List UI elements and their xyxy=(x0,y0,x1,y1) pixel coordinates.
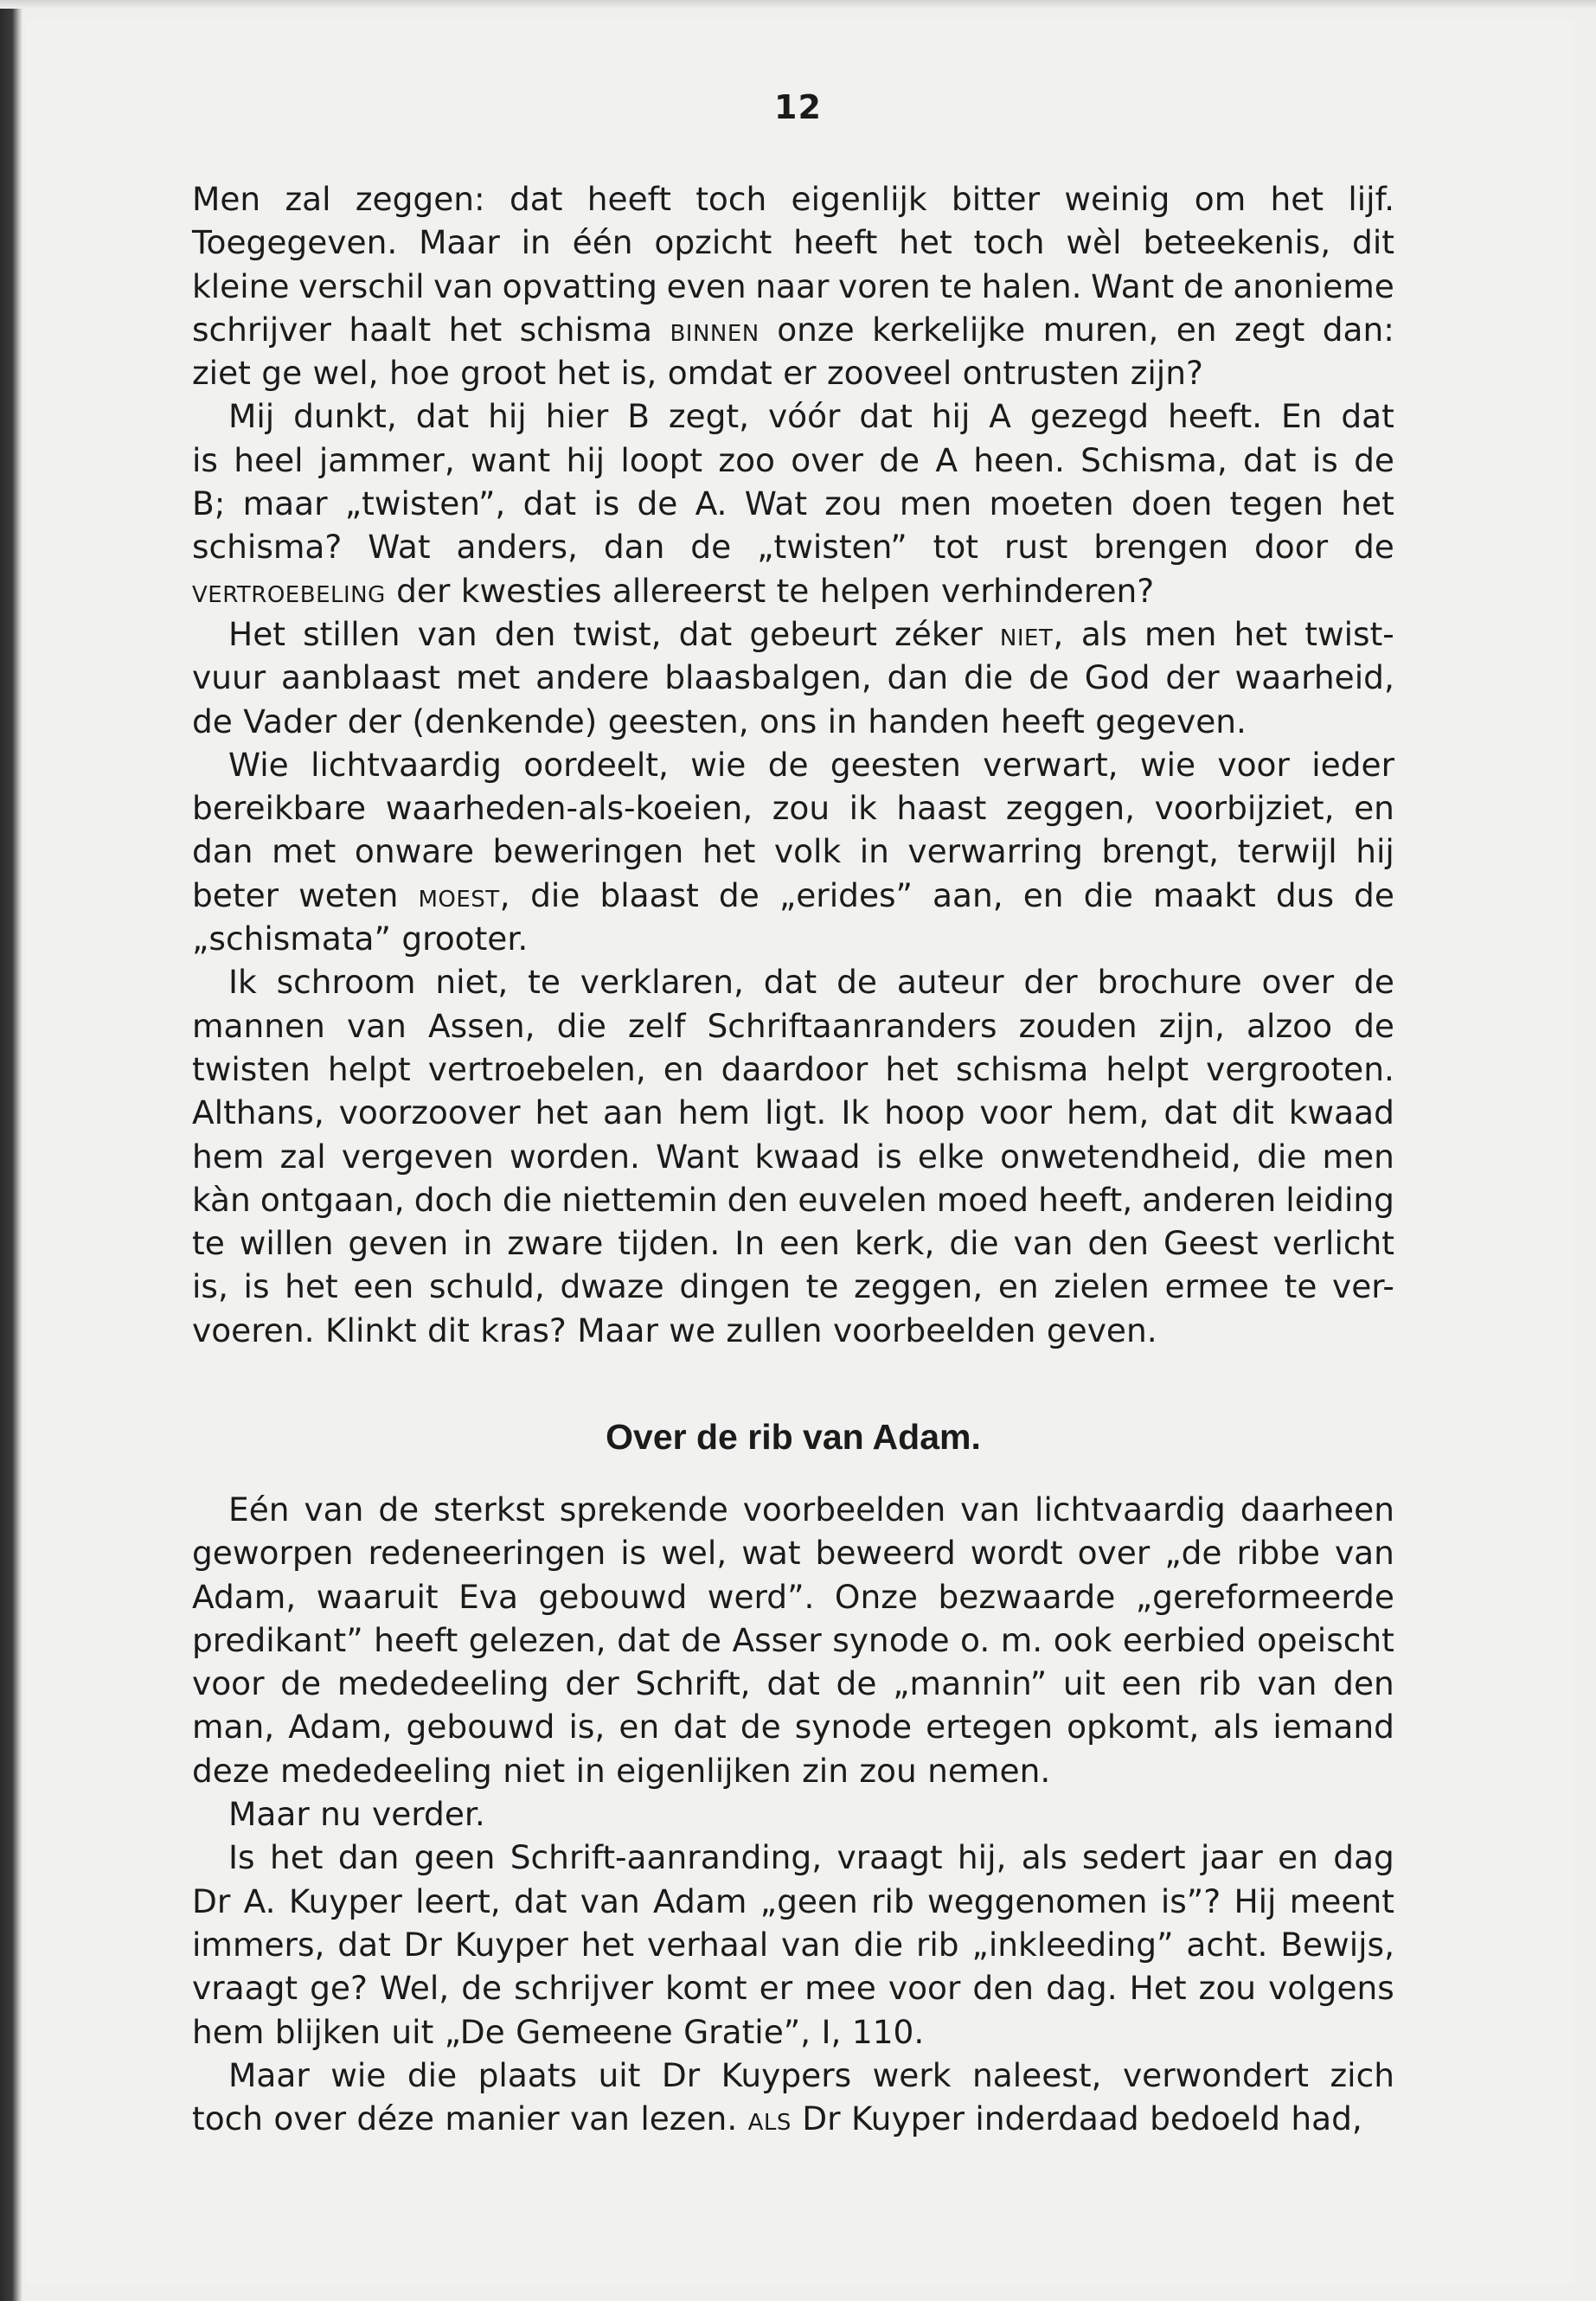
text-line: schisma? Wat anders, dan de „twisten” tot rust brengen door de xyxy=(192,528,1394,567)
text-line: Adam, waaruit Eva gebouwd werd”. Onze bezwaarde „gereformeerde xyxy=(192,1577,1394,1616)
text-line: is heel jammer, want hij loopt zoo over de A heen. Schisma, dat is de xyxy=(192,440,1394,479)
text-line: mannen van Assen, die zelf Schriftaanranders zouden zijn, alzoo de xyxy=(192,1006,1394,1045)
text-line: immers, dat Dr Kuyper het verhaal van die rib „inkleeding” acht. Bewijs, xyxy=(192,1925,1394,1964)
text-line: dan met onware beweringen het volk in verwarring brengt, terwijl hij xyxy=(192,832,1394,871)
text-line: hem zal vergeven worden. Want kwaad is elke onwetendheid, die men xyxy=(192,1137,1394,1176)
text-line: kàn ontgaan, doch die niettemin den euvelen moed heeft, anderen leiding xyxy=(192,1180,1394,1219)
text-line: vertroebeling der kwesties allereerst te helpen verhinderen? xyxy=(192,571,1155,610)
text-line: voeren. Klinkt dit kras? Maar we zullen voorbeelden geven. xyxy=(192,1311,1157,1349)
text-line: is, is het een schuld, dwaze dingen te zeggen, en zielen ermee te ver- xyxy=(192,1267,1394,1306)
text-line: man, Adam, gebouwd is, en dat de synode ertegen opkomt, als iemand xyxy=(192,1708,1394,1747)
text-line: toch over déze manier van lezen. als Dr Kuyper inderdaad bedoeld had, xyxy=(192,2099,1362,2138)
text-line: geworpen redeneeringen is wel, wat beweerd wordt over „de ribbe van xyxy=(192,1534,1394,1573)
text-line: Het stillen van den twist, dat gebeurt zéker niet, als men het twist- xyxy=(228,614,1394,653)
text-line: bereikbare waarheden-als-koeien, zou ik haast zeggen, voorbijziet, en xyxy=(192,789,1394,828)
text-line: Wie lichtvaardig oordeelt, wie de geesten verwart, wie voor ieder xyxy=(228,745,1394,784)
text-line: hem blijken uit „De Gemeene Gratie”, I, 110. xyxy=(192,2012,925,2051)
text-line: predikant” heeft gelezen, dat de Asser synode o. m. ook eerbied opeischt xyxy=(192,1620,1394,1659)
text-line: ziet ge wel, hoe groot het is, omdat er zooveel ontrusten zijn? xyxy=(192,354,1203,393)
page-number: 12 xyxy=(774,88,822,126)
text-line: Maar nu verder. xyxy=(228,1795,485,1834)
text-line: Eén van de sterkst sprekende voorbeelden van lichtvaardig daarheen xyxy=(228,1490,1394,1529)
text-line: deze mededeeling niet in eigenlijken zin zou nemen. xyxy=(192,1751,1051,1790)
text-line: de Vader der (denkende) geesten, ons in handen heeft gegeven. xyxy=(192,702,1247,740)
text-line: B; maar „twisten”, dat is de A. Wat zou men moeten doen tegen het xyxy=(192,484,1394,523)
text-line: schrijver haalt het schisma binnen onze kerkelijke muren, en zegt dan: xyxy=(192,310,1394,349)
text-line: beter weten moest, die blaast de „erides” aan, en die maakt dus de xyxy=(192,875,1394,914)
text-line: vraagt ge? Wel, de schrijver komt er mee voor den dag. Het zou volgens xyxy=(192,1969,1394,2008)
text-line: Is het dan geen Schrift-aanranding, vraagt hij, als sedert jaar en dag xyxy=(228,1838,1394,1877)
text-line: twisten helpt vertroebelen, en daardoor het schisma helpt vergrooten. xyxy=(192,1049,1394,1088)
text-line: Men zal zeggen: dat heeft toch eigenlijk bitter weinig om het lijf. xyxy=(192,180,1394,218)
text-line: „schismata” grooter. xyxy=(192,920,529,958)
text-line: Mij dunkt, dat hij hier B zegt, vóór dat hij A gezegd heeft. En dat xyxy=(228,397,1394,436)
text-line: te willen geven in zware tijden. In een kerk, die van den Geest verlicht xyxy=(192,1224,1394,1263)
section-heading: Over de rib van Adam. xyxy=(606,1417,981,1457)
body-text-section-2 xyxy=(192,1488,1394,2140)
text-line: Ik schroom niet, te verklaren, dat de auteur der brochure over de xyxy=(228,963,1394,1002)
body-text-section-1 xyxy=(192,177,1394,1352)
text-line: vuur aanblaast met andere blaasbalgen, dan die de God der waarheid, xyxy=(192,658,1394,697)
text-line: Althans, voorzoover het aan hem ligt. Ik hoop voor hem, dat dit kwaad xyxy=(192,1093,1394,1132)
text-line: voor de mededeeling der Schrift, dat de „mannin” uit een rib van den xyxy=(192,1664,1394,1703)
text-line: Maar wie die plaats uit Dr Kuypers werk naleest, verwondert zich xyxy=(228,2055,1394,2094)
book-spine-edge xyxy=(0,0,22,2301)
scan-top-edge xyxy=(0,0,1596,9)
text-line: Toegegeven. Maar in één opzicht heeft het toch wèl beteekenis, dit xyxy=(192,223,1394,262)
text-line: Dr A. Kuyper leert, dat van Adam „geen rib weggenomen is”? Hij meent xyxy=(192,1881,1394,1920)
text-line: kleine verschil van opvatting even naar voren te halen. Want de anonieme xyxy=(192,266,1394,305)
